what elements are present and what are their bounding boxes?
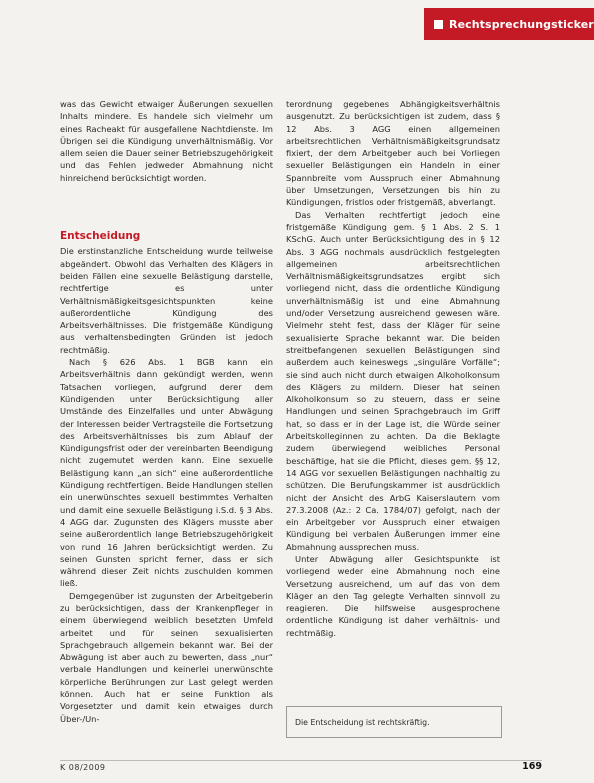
status-note-text: Die Entscheidung ist rechtskräftig. <box>295 717 430 727</box>
intro-paragraph: was das Gewicht etwaiger Äußerungen sexuellen Inhalts mindere. Es handele sich vielmehr um eines Racheakt für ausgefallene Nachtdienste. Im Übrigen sei die Kündigung unverhältnismäßig. Vor allem seien die Dauer seiner Betriebszugehörigkeit und das Fehlen jedweder Abmahnung nicht hinreichend berücksichtigt worden. <box>60 99 273 183</box>
issue-label: K 08/2009 <box>60 763 106 772</box>
section-ticker-tab <box>424 8 594 40</box>
footer-divider <box>60 760 542 761</box>
page-footer <box>60 760 542 774</box>
body-paragraph: Nach § 626 Abs. 1 BGB kann ein Arbeitsverhältnis dann gekündigt werden, wenn Tatsachen vorliegen, aufgrund derer dem Kündigenden unter Berücksichtigung aller Umstände des Einzelfalles und unter Abwägung der Interessen beider Vertragsteile die Fortsetzung des Arbeitsverhältnisses bis zum Ablauf der Kündigungsfrist oder der vereinbarten Beendigung nicht zugemutet werden kann. Eine sexuelle Belästigung kann „an sich“ eine außerordentliche Kündigung rechtfertigen. Beide Handlungen stellen ein unerwünschtes sexuell bestimmtes Verhalten und damit eine sexuelle Belästigung i.S.d. § 3 Abs. 4 AGG dar. Zugunsten des Klägers musste aber seine außerordentlich lange Betriebszugehörigkeit von rund 16 Jahren berücksichtigt werden. Zu seinen Gunsten spricht ferner, dass er sich während dieser Zeit nichts zuschulden kommen ließ. <box>60 357 273 589</box>
body-paragraph: terordnung gegebenes Abhängigkeitsverhältnis ausgenutzt. Zu berücksichtigen ist zudem, dass § 12 Abs. 3 AGG einen allgemeinen arbeitsrechtlichen Verhältnismäßigkeitsgrundsatz fixiert, der dem Arbeitgeber auch bei Vorliegen sexueller Belästigungen ein Handeln in einer Spannbreite vom Ausspruch einer Abmahnung über Umsetzungen, Versetzungen bis hin zu Kündigungen, fristlos oder fristgemäß, abverlangt. <box>286 99 500 208</box>
right-column <box>286 98 500 639</box>
section-heading: Entscheidung <box>60 230 141 243</box>
body-paragraph: Die erstinstanzliche Entscheidung wurde teilweise abgeändert. Obwohl das Verhalten des Klägers in beiden Fällen eine sexuelle Belästigung darstelle, rechtfertige es unter Verhältnismäßigkeitsgesichtspunkten keine außerordentliche Kündigung des Arbeitsverhältnisses. Die fristgemäße Kündigung aus verhaltensbedingten Gründen ist jedoch rechtmäßig. <box>60 246 273 355</box>
left-column <box>60 98 273 725</box>
ticker-label: Rechtsprechungsticker <box>449 17 594 31</box>
body-paragraph: Unter Abwägung aller Gesichtspunkte ist vorliegend weder eine Abmahnung noch eine Versetzung ausreichend, um auf das von dem Kläger an den Tag gelegte Verhalten sinnvoll zu reagieren. Die hilfsweise ausgesprochene ordentliche Kündigung ist daher verhältnis- und rechtmäßig. <box>286 553 500 638</box>
page-number: 169 <box>522 761 542 772</box>
body-paragraph: Das Verhalten rechtfertigt jedoch eine fristgemäße Kündigung gem. § 1 Abs. 2 S. 1 KSchG. Auch unter Berücksichtigung des in § 12 Abs. 3 AGG nochmals ausdrücklich festgelegten allgemeinen arbeitsrechtlichen Verhältnismäßigkeitsgrundsatzes ergibt sich vorliegend nicht, dass die ordentliche Kündigung unverhältnismäßig ist und eine Abmahnung und/oder Versetzung ausreichend gewesen wäre. Vielmehr steht fest, dass der Kläger für seine sexualisierte Sprache bekannt war. Die beiden streitbefangenen sexuellen Belästigungen sind außerdem auch keineswegs „singuläre Vorfälle“; sie sind auch nicht durch etwaigen Alkoholkonsum des Klägers zu mildern. Dieser hat seinen Alkoholkonsum so zu steuern, dass er seine Handlungen und seinen Sprachgebrauch im Griff hat, so dass er in der Lage ist, die Würde seiner Arbeitskolleginnen zu achten. Da die Beklagte zudem überwiegend weibliches Personal beschäftige, hat sie die Pflicht, dieses gem. §§ 12, 14 AGG vor sexuellen Belästigungen nachhaltig zu schützen. Die Berufungskammer ist ausdrücklich nicht der Ansicht des ArbG Kaiserslautern vom 27.3.2008 (Az.: 2 Ca. 1784/07) gefolgt, nach der ein Arbeitgeber vor Ausspruch einer etwaigen Kündigung bei verbalen Äußerungen immer eine Abmahnung aussprechen muss. <box>286 209 500 552</box>
square-icon <box>434 20 443 29</box>
body-paragraph: Demgegenüber ist zugunsten der Arbeitgeberin zu berücksichtigen, dass der Krankenpfleger in einem überwiegend weiblich besetzten Umfeld arbeitet und für seinen sexualisierten Sprachgebrauch allgemein bekannt war. Bei der Abwägung ist aber auch zu bewerten, dass „nur“ verbale Handlungen und keinerlei unerwünschte körperliche Berührungen zur Last gelegt werden können. Auch hat er seine Funktion als Vorgesetzter und damit kein etwaiges durch Über-/Un- <box>60 590 273 724</box>
status-note-box <box>286 706 502 738</box>
